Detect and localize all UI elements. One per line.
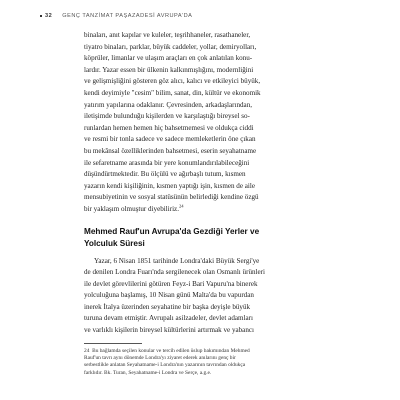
text-line: yolculuğuna başlamış, 10 Nisan günü Malta'da bu vapurdan [84, 291, 254, 300]
footnote-text: Bu bağlamda seçilen konular ve tercih edilen üslup bakımından Mehmed [92, 347, 250, 354]
text-line [84, 204, 317, 216]
section-heading [84, 226, 317, 250]
heading-line: Mehmed Rauf'un Avrupa'da Gezdiği Yerler ve [84, 226, 260, 236]
text-line: lardır. Yazar essen bir ülkenin kalkınmışlığını, modernliğini [84, 65, 254, 74]
heading-line: Yolculuk Süresi [84, 238, 145, 248]
text-line: ve varlıklı kişilerin bireysel kültürlerini artırmak ve yabancı [84, 326, 254, 335]
footnote-number: 24 [84, 347, 90, 354]
footnote-reference[interactable]: 24 [178, 203, 184, 209]
text-line: inerek İtalya üzerinden seyahatine bir başka deyişle büyük [84, 302, 251, 311]
text-line: ve gelişmişliğini gösteren göz alıcı, kalıcı ve etkileyici büyük, [84, 77, 261, 86]
text-line: ile sefaretname arasında bir yere konumlandırılabileceğini [84, 158, 250, 167]
text-line: turuna devam etmiştir. Avrupalı asilzadeler, devlet adamları [84, 314, 253, 323]
body-text [84, 30, 317, 377]
text-line: yatırım yapılarına odaklanır. Çevresinden, arkadaşlarından, [84, 100, 253, 109]
page-number: 32 [45, 13, 53, 19]
text-line: binaları, anıt kapılar ve kuleler, teşrihhaneler, rasathaneler, [84, 31, 251, 39]
text-line: iletişimde bulunduğu kişilerden ve karşılaştığı bireysel so- [84, 112, 250, 121]
paragraph-2 [84, 256, 317, 337]
footnote-divider [84, 343, 142, 344]
footnote-line: farklıdır. Bk. Turan, Seyahatname-i Londra ve Serçe, a.g.e. [84, 369, 212, 376]
footnote-line [84, 348, 317, 355]
text-line: ve resmi bir tonla sadece ve sadece memleketlerin öne çıkan [84, 135, 256, 144]
text-line: runlardan hemen hemen hiç bahsetmemesi ve oldukça ciddi [84, 123, 254, 132]
text-line: de denilen Londra Fuarı'nda sergilenecek olan Osmanlı ürünleri [84, 268, 265, 277]
bullet-icon [40, 15, 42, 17]
text-line: bu mekânsal özelliklerinden bahsetmesi, eserin seyahatname [84, 146, 257, 155]
running-title: GENÇ TANZİMAT PAŞAZADESİ AVRUPA'DA [62, 13, 193, 19]
text-line: yazarın kendi kişiliğinin, kısmen yaptığı işin, kısmen de aile [84, 181, 256, 190]
text-line: köprüler, limanlar ve ulaşım araçları en çok anlatılan konu- [84, 54, 253, 63]
text-line: Yazar, 6 Nisan 1851 tarihinde Londra'daki Büyük Sergi'ye [94, 256, 260, 265]
text-line: düşündürtmektedir. Bu ölçülü ve ağırbaşlı tutum, kısmen [84, 170, 246, 179]
text-line-content: bir yaklaşım olmuştur diyebiliriz. [84, 204, 179, 213]
footnote [84, 348, 317, 378]
paragraph-1 [84, 30, 317, 216]
text-line: mensubiyetinin ve sosyal statüsünün belirlediği kendine özgü [84, 193, 259, 202]
text-line: tiyatro binaları, parklar, büyük caddeler, yollar, demiryolları, [84, 42, 257, 51]
text-line: ile devlet görevlilerini götüren Feyz-i Bari Vapuru'na binerek [84, 279, 258, 288]
footnote-line: Rauf'un tavrı aynı dönemde Londra'yı ziyaret ederek anılarını genç bir [84, 355, 236, 362]
footnote-line: serbestlikle anlatan Seyahatname-i Londra'nın yazarının tavrından oldukça [84, 362, 246, 369]
text-line: kendi deyimiyle "cesim" bilim, sanat, din, kültür ve ekonomik [84, 88, 261, 97]
running-header [40, 13, 192, 19]
